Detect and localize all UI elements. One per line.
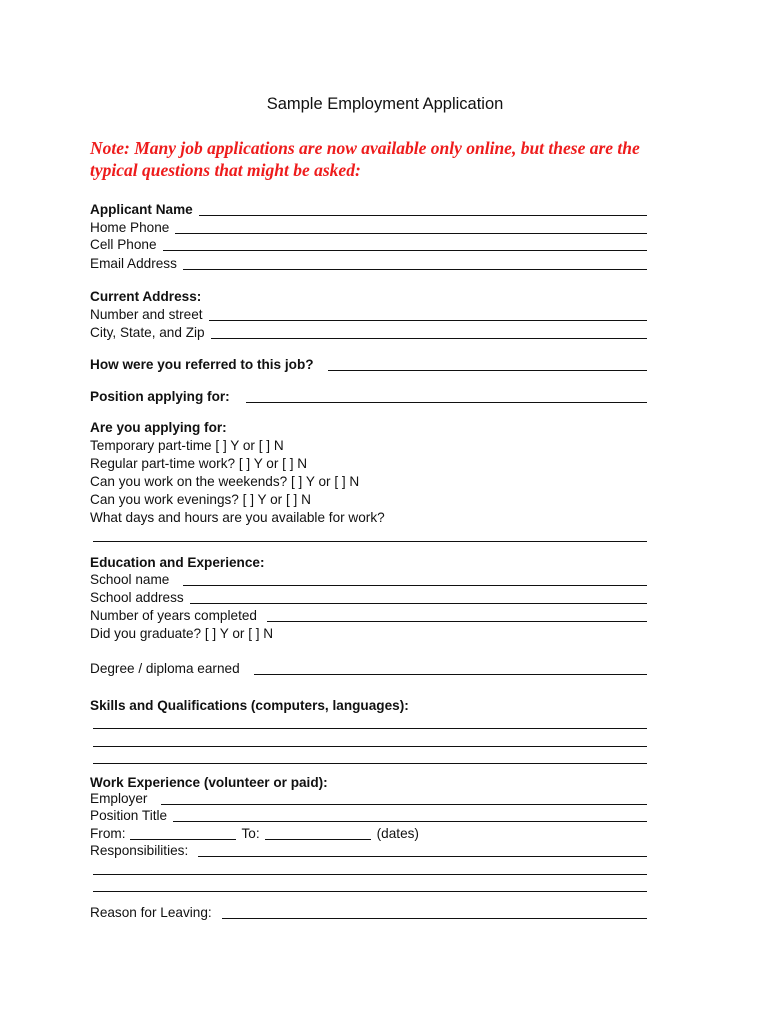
email-row bbox=[90, 254, 647, 272]
school-address-label: School address bbox=[90, 590, 184, 605]
degree-label: Degree / diploma earned bbox=[90, 661, 240, 676]
years-row bbox=[90, 606, 647, 624]
street-field[interactable] bbox=[209, 319, 647, 321]
reason-row bbox=[90, 903, 647, 921]
applicant-name-row bbox=[90, 200, 647, 218]
skills-field-2[interactable] bbox=[93, 745, 647, 747]
work-heading: Work Experience (volunteer or paid): bbox=[90, 775, 328, 790]
skills-line-row bbox=[93, 713, 647, 731]
cell-phone-label: Cell Phone bbox=[90, 237, 157, 252]
page-title: Sample Employment Application bbox=[266, 95, 504, 113]
graduate-question: Did you graduate? [ ] Y or [ ] N bbox=[90, 626, 274, 641]
applying-heading-row bbox=[90, 418, 647, 436]
employer-label: Employer bbox=[90, 791, 148, 806]
skills-heading: Skills and Qualifications (computers, languages): bbox=[90, 698, 409, 713]
home-phone-row bbox=[90, 218, 647, 236]
years-field[interactable] bbox=[267, 620, 647, 622]
email-field[interactable] bbox=[183, 268, 647, 270]
address-heading-row bbox=[90, 287, 647, 305]
availability-field[interactable] bbox=[93, 540, 647, 542]
evenings-row bbox=[90, 490, 647, 508]
weekends-question: Can you work on the weekends? [ ] Y or [ ] N bbox=[90, 474, 360, 489]
evenings-question: Can you work evenings? [ ] Y or [ ] N bbox=[90, 492, 311, 507]
reason-field[interactable] bbox=[222, 917, 647, 919]
position-field[interactable] bbox=[246, 401, 647, 403]
school-name-row bbox=[90, 570, 647, 588]
temporary-question: Temporary part-time [ ] Y or [ ] N bbox=[90, 438, 284, 453]
responsibilities-field-2[interactable] bbox=[93, 873, 647, 875]
availability-answer-row bbox=[93, 526, 647, 544]
school-address-row bbox=[90, 588, 647, 606]
years-label: Number of years completed bbox=[90, 608, 257, 623]
reason-label: Reason for Leaving: bbox=[90, 905, 212, 920]
skills-heading-row bbox=[90, 696, 647, 714]
degree-field[interactable] bbox=[254, 673, 647, 675]
employer-row bbox=[90, 789, 647, 807]
cell-phone-row bbox=[90, 235, 647, 253]
skills-field-1[interactable] bbox=[93, 727, 647, 729]
address-heading: Current Address: bbox=[90, 289, 202, 304]
referral-row bbox=[90, 355, 647, 373]
responsibilities-line-row bbox=[93, 859, 647, 877]
city-row bbox=[90, 323, 647, 341]
responsibilities-label: Responsibilities: bbox=[90, 843, 189, 858]
dates-row bbox=[90, 824, 647, 842]
home-phone-label: Home Phone bbox=[90, 220, 170, 235]
regular-row bbox=[90, 454, 647, 472]
street-row bbox=[90, 305, 647, 323]
education-heading: Education and Experience: bbox=[90, 555, 265, 570]
note-text: Note: Many job applications are now available only online, but these are the typical questions that might be asked: bbox=[90, 138, 640, 180]
email-label: Email Address bbox=[90, 256, 177, 271]
from-date-field[interactable] bbox=[130, 825, 236, 840]
position-title-field[interactable] bbox=[173, 820, 647, 822]
city-field[interactable] bbox=[211, 337, 647, 339]
employer-field[interactable] bbox=[161, 803, 647, 805]
applying-heading: Are you applying for: bbox=[90, 420, 227, 435]
to-label: To: bbox=[241, 826, 260, 841]
position-label: Position applying for: bbox=[90, 389, 230, 404]
referral-label: How were you referred to this job? bbox=[90, 357, 314, 372]
street-label: Number and street bbox=[90, 307, 203, 322]
city-label: City, State, and Zip bbox=[90, 325, 205, 340]
skills-line-row bbox=[93, 731, 647, 749]
availability-row bbox=[90, 508, 647, 526]
applicant-name-label: Applicant Name bbox=[90, 202, 193, 217]
school-address-field[interactable] bbox=[190, 602, 647, 604]
skills-field-3[interactable] bbox=[93, 762, 647, 764]
responsibilities-line-row bbox=[93, 876, 647, 894]
availability-question: What days and hours are you available for work? bbox=[90, 510, 385, 525]
position-row bbox=[90, 387, 647, 405]
position-title-label: Position Title bbox=[90, 808, 168, 823]
applicant-name-field[interactable] bbox=[199, 214, 647, 216]
regular-question: Regular part-time work? [ ] Y or [ ] N bbox=[90, 456, 308, 471]
position-title-row bbox=[90, 806, 647, 824]
degree-row bbox=[90, 659, 647, 677]
responsibilities-field-3[interactable] bbox=[93, 890, 647, 892]
skills-line-row bbox=[93, 748, 647, 766]
weekends-row bbox=[90, 472, 647, 490]
education-heading-row bbox=[90, 553, 647, 571]
school-name-field[interactable] bbox=[183, 584, 647, 586]
graduate-row bbox=[90, 624, 647, 642]
to-date-field[interactable] bbox=[265, 825, 371, 840]
responsibilities-field-1[interactable] bbox=[198, 855, 647, 857]
dates-label: (dates) bbox=[376, 826, 419, 841]
school-name-label: School name bbox=[90, 572, 170, 587]
temporary-row bbox=[90, 436, 647, 454]
cell-phone-field[interactable] bbox=[163, 249, 647, 251]
responsibilities-row bbox=[90, 841, 647, 859]
referral-field[interactable] bbox=[328, 369, 647, 371]
from-label: From: bbox=[90, 826, 126, 841]
home-phone-field[interactable] bbox=[175, 232, 647, 234]
